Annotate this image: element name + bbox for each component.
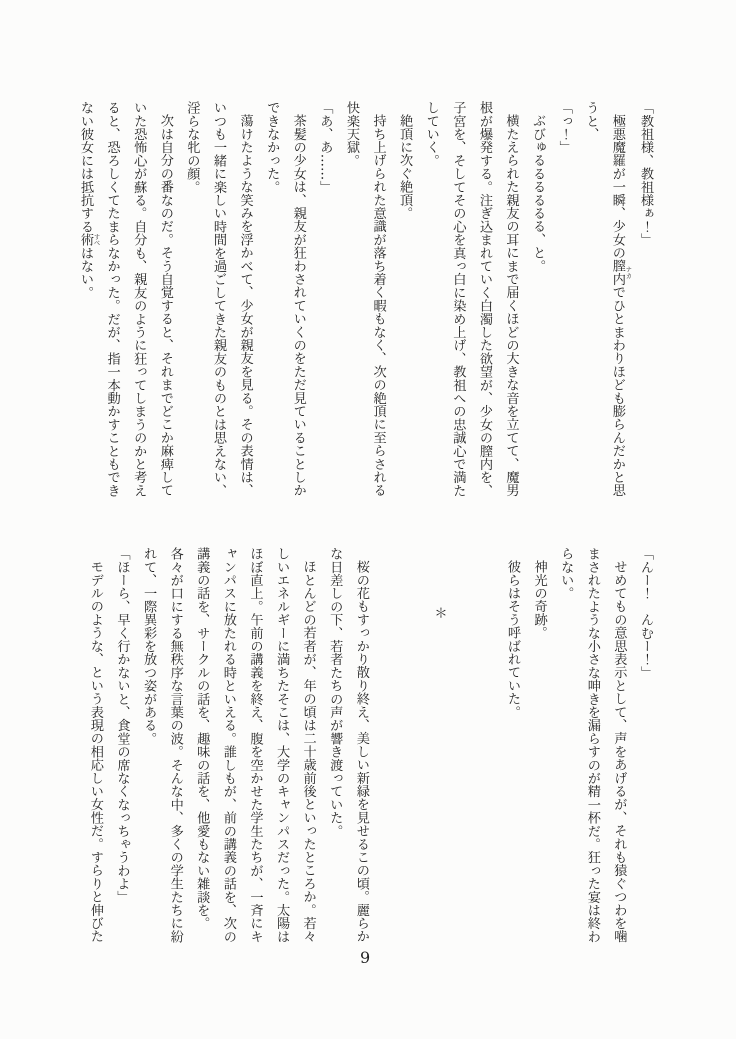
body-paragraph: 極悪魔羅が一瞬、少女の膣内 ナカでひとまわりほども膨らんだかと思うと、 xyxy=(583,101,632,497)
page-number: 9 xyxy=(360,948,371,967)
body-paragraph: ぶびゅるるるるるる、と。 xyxy=(530,114,546,273)
dialogue-paragraph: 「あ、あ……」 xyxy=(317,101,333,194)
body-paragraph: 蕩けたような笑みを浮かべて、少女が親友を見る。その表情は、いつも一緒に楽しい時間を過ごしてきた親友のものとは思えない、淫らな牝の顔。 xyxy=(184,101,253,497)
body-paragraph: モデルのような、という表現の相応しい女性だ。すらりと伸びた xyxy=(87,560,103,943)
body-paragraph: 持ち上げられた意識が落ち着く暇もなく、次の絶頂に至らされる快楽天獄。 xyxy=(343,101,386,497)
body-paragraph: ほとんどの若者が、年の頃は二十歳前後といったところか。若々しいエネルギーに満ちたそこは、大学のキャンパスだった。太陽はほぼ直上。午前の講義を終え、腹を空かせた学生たちが、一斉にキャンパスに放たれる時といえる。誰しもが、前の講義の話を、次の講義の話を、サークルの話を、趣味の話を、他愛もない雑談を。 xyxy=(194,547,316,943)
dialogue-paragraph: 「んー！ んむー！」 xyxy=(638,547,653,679)
text-block-top xyxy=(71,101,658,502)
dialogue-paragraph: 「教祖様、教祖様ぁ！」 xyxy=(638,101,653,247)
body-paragraph: 彼らはそう呼ばれていた。 xyxy=(505,560,521,719)
body-paragraph: 次は自分の番なのだ。そう自覚すると、それまでどこか麻痺していた恐怖心が蘇る。自分も、親友のように狂ってしまうのかと考えると、恐ろしくてたまらなかった。だが、指一本動かすこともできない彼女には抵抗する術 すべはない。 xyxy=(78,101,173,497)
scene-separator: ＊ xyxy=(431,606,447,620)
dialogue-paragraph: 「ほーら、早く行かないと、食堂の席なくなっちゃうわよ」 xyxy=(114,547,130,904)
body-paragraph: 横たえられた親友の耳にまで届くほどの大きな音を立てて、魔男根が爆発する。注ぎ込まれていく白濁した欲望が、少女の膣内を、子宮を、そしてその心を真っ白に染め上げ、教祖への忠誠心で満たしていく。 xyxy=(423,101,519,497)
ruby-annotated-word: 膣内 ナカ xyxy=(609,259,632,286)
body-paragraph: 桜の花もすっかり散り終え、美しい新緑を見せるこの頃。麗らかな日差しの下、若者たちの声が響き渡っていた。 xyxy=(327,547,369,943)
body-paragraph: 神光の奇跡。 xyxy=(531,560,547,640)
body-paragraph: 各々が口にする無秩序な言葉の波。そんな中、多くの学生たちに紛れて、一際異彩を放つ姿がある。 xyxy=(141,547,183,943)
body-paragraph: 絶頂に次ぐ絶頂。 xyxy=(397,114,413,220)
body-paragraph: 茶髪の少女は、親友が狂わされていくのをただ見ていることしかできなかった。 xyxy=(264,101,306,497)
text-block-bottom xyxy=(81,547,658,948)
dialogue-paragraph: 「っ！」 xyxy=(556,101,572,154)
ruby-annotated-word: 術 すべ xyxy=(78,233,100,247)
body-paragraph: せめてもの意思表示として、声をあげるが、それも猿ぐつわを噛まされたような小さな呻きを漏らすのが精一杯だ。狂った宴は終わらない。 xyxy=(558,547,627,943)
